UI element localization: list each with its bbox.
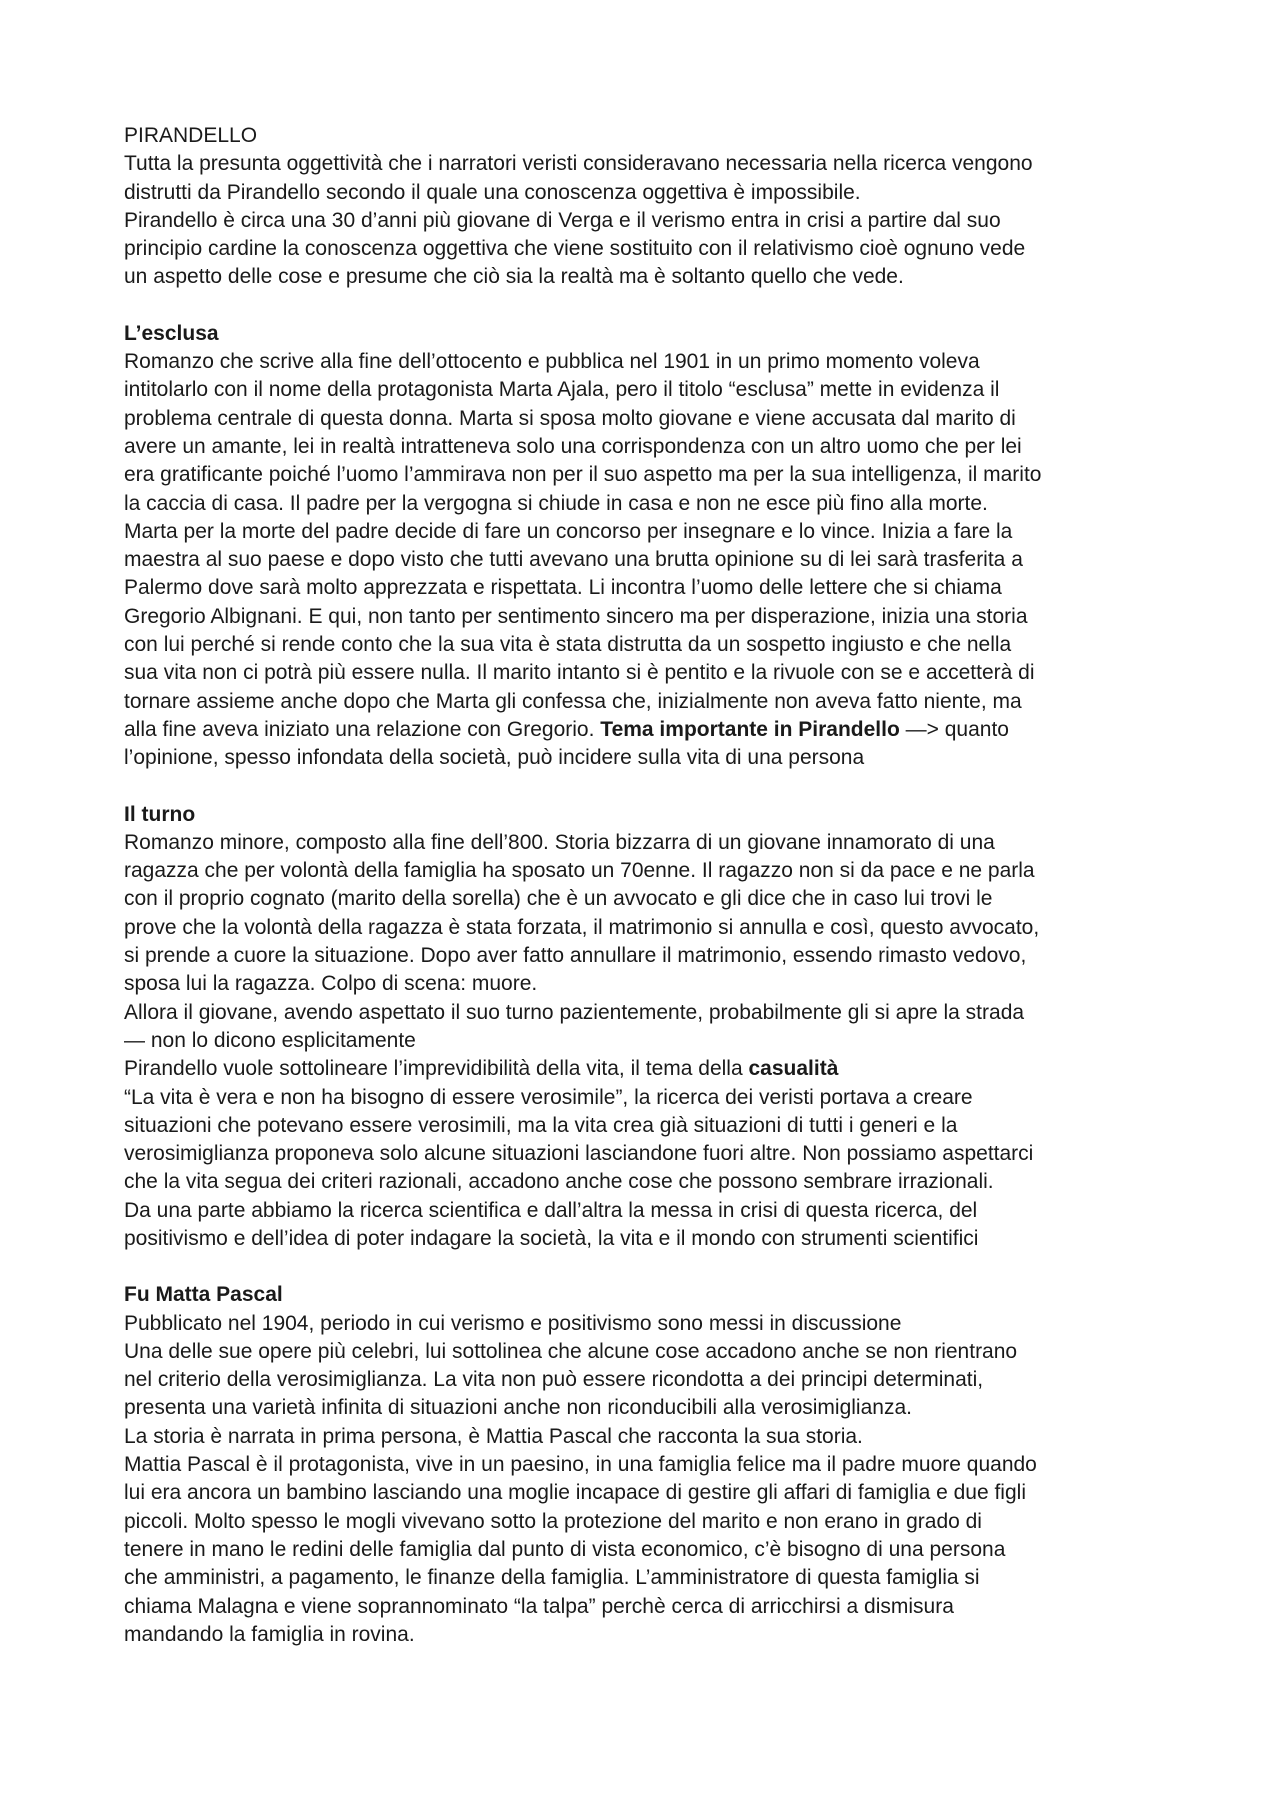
text-line: che amministri, a pagamento, le finanze della famiglia. L’amministratore di questa famiglia si [124, 1566, 980, 1590]
text-line: avere un amante, lei in realtà intratteneva solo una corrispondenza con un altro uomo che per lei [124, 434, 1022, 458]
section [124, 1281, 1176, 1649]
text-line: Gregorio Albignani. E qui, non tanto per sentimento sincero ma per disperazione, inizia una storia [124, 604, 1028, 628]
text-line: sua vita non ci potrà più essere nulla. Il marito intanto si è pentito e la rivuole con se e accetterà di [124, 661, 1035, 685]
text-line: Da una parte abbiamo la ricerca scientifica e dall’altra la messa in crisi di questa ricerca, del [124, 1198, 978, 1222]
text-line: un aspetto delle cose e presume che ciò sia la realtà ma è soltanto quello che vede. [124, 265, 904, 289]
bold-emphasis: casualità [748, 1057, 839, 1081]
text-line: Allora il giovane, avendo aspettato il suo turno pazientemente, probabilmente gli si apre la strada [124, 1000, 1025, 1024]
text-line-mixed [124, 716, 1176, 744]
text-line: lui era ancora un bambino lasciando una moglie incapace di gestire gli affari di famiglia e due figli [124, 1481, 1026, 1505]
section-heading: L’esclusa [124, 321, 219, 345]
text-line: principio cardine la conoscenza oggettiva che viene sostituito con il relativismo cioè ognuno vede [124, 237, 1026, 261]
text-line: si prende a cuore la situazione. Dopo aver fatto annullare il matrimonio, essendo rimasto vedovo, [124, 944, 1027, 968]
text-line: “La vita è vera e non ha bisogno di essere verosimile”, la ricerca dei veristi portava a creare [124, 1085, 973, 1109]
text-line: era gratificante poiché l’uomo l’ammirava non per il suo aspetto ma per la sua intelligenza, il marito [124, 463, 1042, 487]
text-line: Pubblicato nel 1904, periodo in cui verismo e positivismo sono messi in discussione [124, 1311, 902, 1335]
text-line: — non lo dicono esplicitamente [124, 1028, 416, 1052]
text-line: Palermo dove sarà molto apprezzata e rispettata. Li incontra l’uomo delle lettere che si chiama [124, 576, 1002, 600]
text-line: distrutti da Pirandello secondo il quale una conoscenza oggettiva è impossibile. [124, 180, 861, 204]
text-line: tenere in mano le redini delle famiglia dal punto di vista economico, c’è bisogno di una persona [124, 1537, 1006, 1561]
text-line: che la vita segua dei criteri razionali, accadono anche cose che possono sembrare irrazionali. [124, 1170, 994, 1194]
text-line: sposa lui la ragazza. Colpo di scena: muore. [124, 972, 538, 996]
section-heading: Il turno [124, 802, 196, 826]
text-line: intitolarlo con il nome della protagonista Marta Ajala, pero il titolo “esclusa” mette in evidenza il [124, 378, 1000, 402]
text-line: ragazza che per volontà della famiglia ha sposato un 70enne. Il ragazzo non si da pace e ne parla [124, 859, 1035, 883]
text-line: situazioni che potevano essere verosimili, ma la vita crea già situazioni di tutti i generi e la [124, 1113, 958, 1137]
text-line: Marta per la morte del padre decide di fare un concorso per insegnare e lo vince. Inizia a fare la [124, 519, 1013, 543]
text-line: verosimiglianza proponeva solo alcune situazioni lasciandone fuori altre. Non possiamo aspettarci [124, 1142, 1034, 1166]
text-line: Pirandello è circa una 30 d’anni più giovane di Verga e il verismo entra in crisi a partire dal suo [124, 208, 1001, 232]
text-line: Romanzo minore, composto alla fine dell’800. Storia bizzarra di un giovane innamorato di una [124, 830, 995, 854]
text-line: presenta una varietà infinita di situazioni anche non riconducibili alla verosimiglianza. [124, 1396, 912, 1420]
text-line: nel criterio della verosimiglianza. La vita non può essere ricondotta a dei principi determinati, [124, 1368, 984, 1392]
text-line: Tutta la presunta oggettività che i narratori veristi consideravano necessaria nella ricerca vengono [124, 152, 1033, 176]
text-run: alla fine aveva iniziato una relazione con Gregorio. [124, 717, 601, 741]
text-line-mixed [124, 1055, 1176, 1083]
section [124, 320, 1176, 773]
text-line: problema centrale di questa donna. Marta si sposa molto giovane e viene accusata dal marito di [124, 406, 1016, 430]
text-line: tornare assieme anche dopo che Marta gli confessa che, inizialmente non aveva fatto niente, ma [124, 689, 1022, 713]
text-line: piccoli. Molto spesso le mogli vivevano sotto la protezione del marito e non erano in grado di [124, 1509, 982, 1533]
text-line: Mattia Pascal è il protagonista, vive in un paesino, in una famiglia felice ma il padre muore quando [124, 1453, 1037, 1477]
section [124, 122, 1176, 292]
text-line: mandando la famiglia in rovina. [124, 1622, 415, 1646]
text-line: Romanzo che scrive alla fine dell’ottocento e pubblica nel 1901 in un primo momento voleva [124, 350, 980, 374]
bold-emphasis: Tema importante in Pirandello [600, 717, 900, 741]
text-line: con lui perché si rende conto che la sua vita è stata distrutta da un sospetto ingiusto e che nella [124, 633, 1012, 657]
text-line: La storia è narrata in prima persona, è Mattia Pascal che racconta la sua storia. [124, 1424, 863, 1448]
text-line: l’opinione, spesso infondata della società, può incidere sulla vita di una persona [124, 746, 865, 770]
text-line: la caccia di casa. Il padre per la vergogna si chiude in casa e non ne esce più fino alla morte. [124, 491, 988, 515]
section [124, 801, 1176, 1254]
text-line: con il proprio cognato (marito della sorella) che è un avvocato e gli dice che in caso lui trovi le [124, 887, 993, 911]
text-line: maestra al suo paese e dopo visto che tutti avevano una brutta opinione su di lei sarà trasferita a [124, 548, 1023, 572]
document-title: PIRANDELLO [124, 124, 258, 147]
text-line: chiama Malagna e viene soprannominato “la talpa” perchè cerca di arricchirsi a dismisura [124, 1594, 954, 1618]
text-line: Una delle sue opere più celebri, lui sottolinea che alcune cose accadono anche se non rientrano [124, 1339, 1018, 1363]
text-run: Pirandello vuole sottolineare l’imprevidibilità della vita, il tema della [124, 1057, 749, 1081]
text-line: positivismo e dell’idea di poter indagare la società, la vita e il mondo con strumenti scientifici [124, 1226, 979, 1250]
text-run: —> quanto [899, 717, 1009, 741]
text-line: prove che la volontà della ragazza è stata forzata, il matrimonio si annulla e così, questo avvocato, [124, 915, 1040, 939]
section-heading: Fu Matta Pascal [124, 1283, 283, 1307]
document-body [124, 122, 1176, 1677]
